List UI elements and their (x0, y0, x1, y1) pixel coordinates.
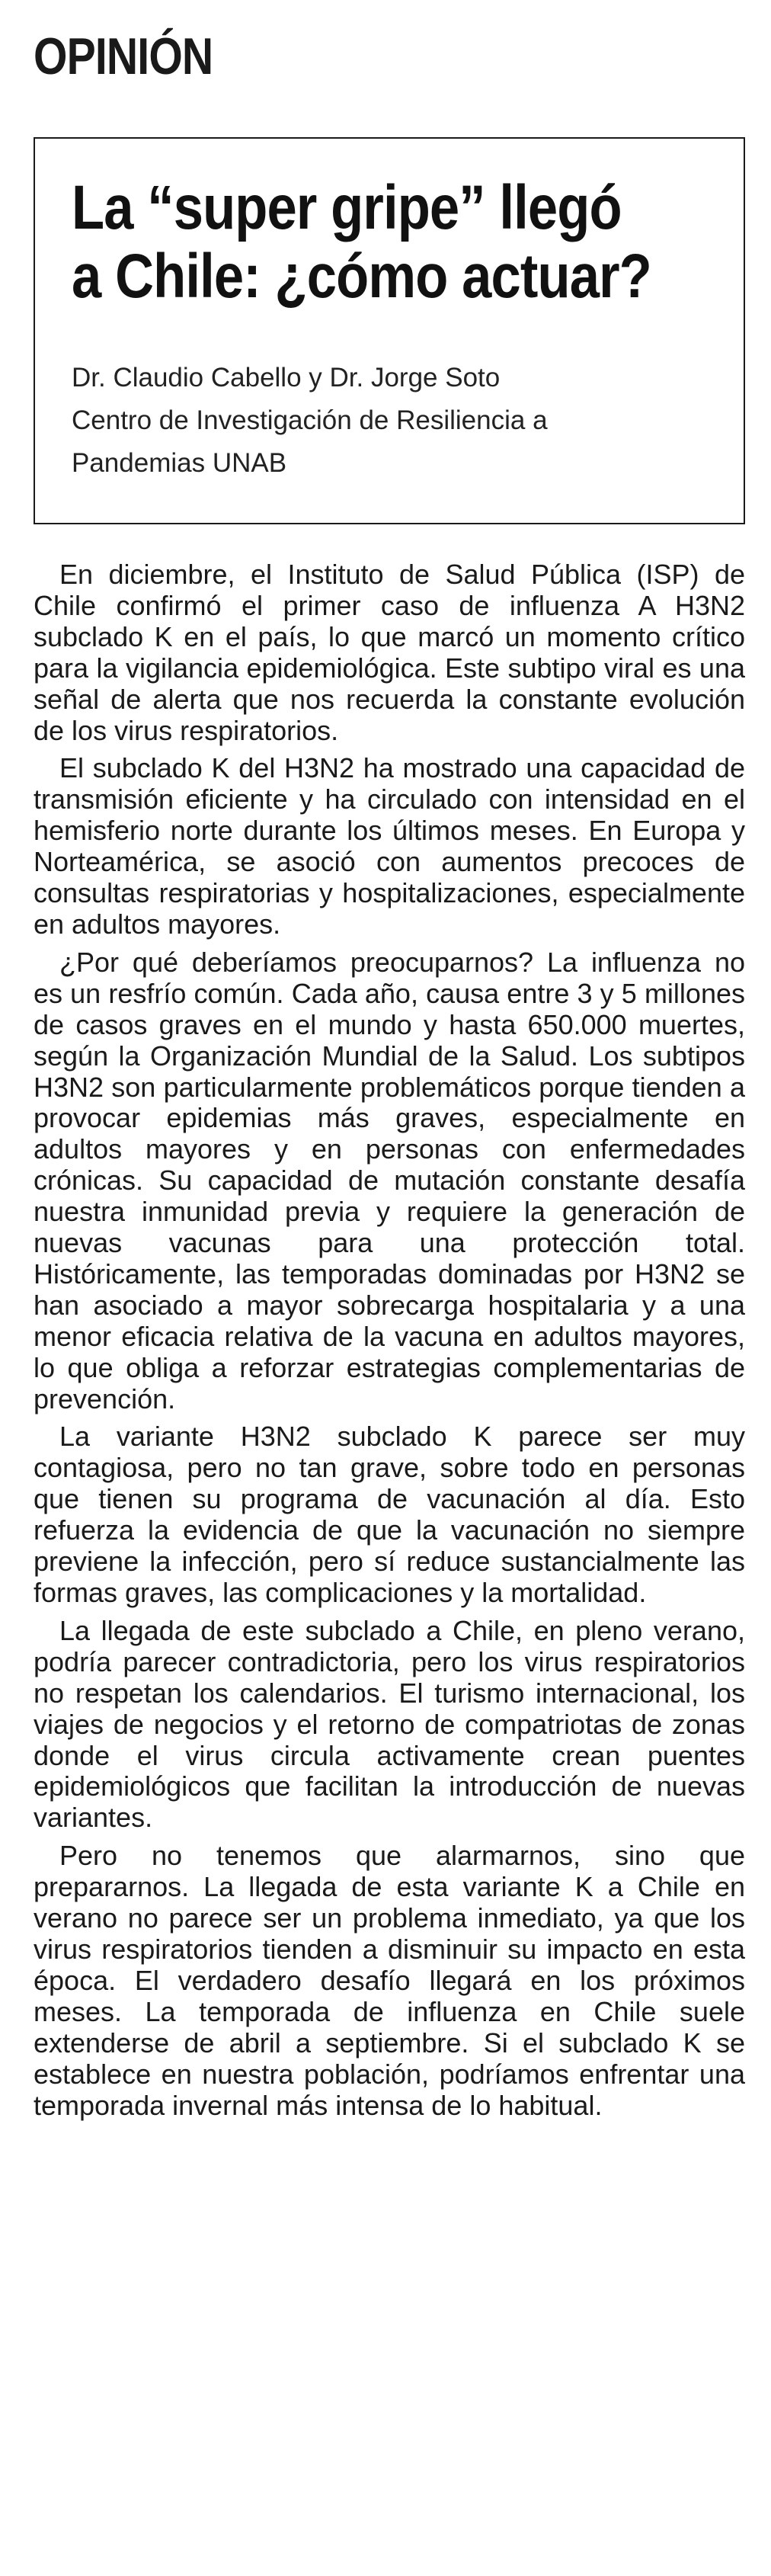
section-label: OPINIÓN (34, 27, 213, 85)
headline-box (34, 137, 745, 524)
byline-affiliation: Pandemias UNAB (72, 448, 287, 478)
headline (72, 174, 727, 311)
paragraph: La llegada de este subclado a Chile, en pleno verano, podría parecer contradictoria, pero los virus respiratorios no respetan los calendarios. El turismo internacional, los viajes de negocios y el retorno de compatriotas de zonas donde el virus circula activamente crean puentes epidemiológicos que facilitan la introducción de nuevas variantes. (34, 1614, 745, 1834)
byline-affiliation: Centro de Investigación de Resiliencia a (72, 405, 548, 435)
paragraph: Pero no tenemos que alarmarnos, sino que prepararnos. La llegada de esta variante K a Chile en verano no parece ser un problema inmediato, ya que los virus respiratorios tienden a disminuir su impacto en esta época. El verdadero desafío llegará en los próximos meses. La temporada de influenza en Chile suele extenderse de abril a septiembre. Si el subclado K se establece en nuestra población, podríamos enfrentar una temporada invernal más intensa de lo habitual. (34, 1840, 745, 2121)
byline-authors: Dr. Claudio Cabello y Dr. Jorge Soto (72, 363, 501, 392)
headline-line: La “super gripe” llegó (72, 173, 622, 242)
headline-line: a Chile: ¿cómo actuar? (72, 242, 651, 312)
paragraph: La variante H3N2 subclado K parece ser muy contagiosa, pero no tan grave, sobre todo en personas que tienen su programa de vacunación al día. Esto refuerza la evidencia de que la vacunación no siempre previene la infección, pero sí reduce sustancialmente las formas graves, las complicaciones y la mortalidad. (34, 1421, 745, 1608)
article-body (34, 559, 745, 2128)
byline (72, 357, 548, 485)
paragraph: ¿Por qué deberíamos preocuparnos? La influenza no es un resfrío común. Cada año, causa entre 3 y 5 millones de casos graves en el mundo y hasta 650.000 muertes, según la Organización Mundial de la Salud. Los subtipos H3N2 son particularmente problemáticos porque tienden a provocar epidemias más graves, especialmente en adultos mayores y en personas con enfermedades crónicas. Su capacidad de mutación constante desafía nuestra inmunidad previa y requiere la generación de nuevas vacunas para una protección total. Históricamente, las temporadas dominadas por H3N2 se han asociado a mayor sobrecarga hospitalaria y a una menor eficacia relativa de la vacuna en adultos mayores, lo que obliga a reforzar estrategias complementarias de prevención. (34, 946, 745, 1415)
paragraph: El subclado K del H3N2 ha mostrado una capacidad de transmisión eficiente y ha circulado con intensidad en el hemisferio norte durante los últimos meses. En Europa y Norteamérica, se asoció con aumentos precoces de consultas respiratorias y hospitalizaciones, especialmente en adultos mayores. (34, 752, 745, 940)
paragraph: En diciembre, el Instituto de Salud Pública (ISP) de Chile confirmó el primer caso de influenza A H3N2 subclado K en el país, lo que marcó un momento crítico para la vigilancia epidemiológica. Este subtipo viral es una señal de alerta que nos recuerda la constante evolución de los virus respiratorios. (34, 559, 745, 746)
